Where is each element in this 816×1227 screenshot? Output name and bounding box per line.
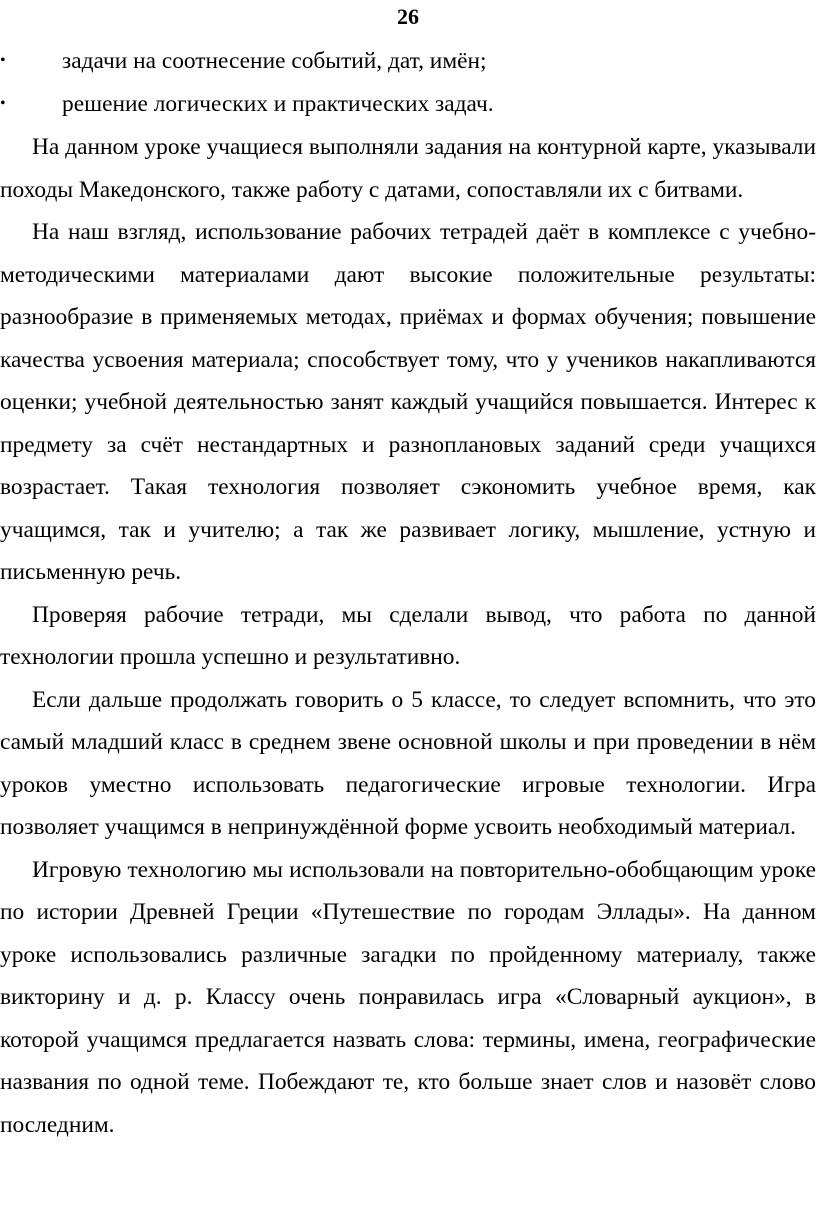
paragraph-game-technology: Игровую технологию мы использовали на повторительно-обобщающим уроке по истории Древней Греции «Путешествие по городам Эллады». На данном уроке использовались различные загадки по пройденному материалу, также викторину и д. р. Классу очень понравилась игра «Словарный аукцион», в которой учащимся предлагается назвать слова: термины, имена, географические названия по одной теме. Побеждают те, кто больше знает слов и назовёт слово последним. bbox=[0, 856, 816, 1138]
paragraph-workbooks: На наш взгляд, использование рабочих тетрадей даёт в комплексе с учебно-методическими материалами дают высокие положительные результаты: разнообразие в применяемых методах, приёмах и формах обучения; повышение качества усвоения материала; способствует тому, что у учеников накапливаются оценки; учебной деятельностью занят каждый учащийся повышается. Интерес к предмету за счёт нестандартных и разноплановых заданий среди учащихся возрастает. Такая технология позволяет сэкономить учебное время, как учащимся, так и учителю; а так же развивает логику, мышление, устную и письменную речь. bbox=[0, 219, 816, 585]
page-number: 26 bbox=[397, 4, 419, 29]
bullet-text: задачи на соотнесение событий, дат, имён; bbox=[62, 48, 487, 74]
bullet-icon: • bbox=[0, 52, 6, 69]
bullet-item bbox=[0, 40, 816, 83]
bullet-item bbox=[0, 83, 816, 126]
bullet-list bbox=[0, 40, 816, 125]
bullet-icon: • bbox=[0, 94, 6, 112]
bullet-text: решение логических и практических задач. bbox=[62, 90, 494, 117]
page-content bbox=[0, 40, 816, 1146]
paragraph-conclusion: Проверяя рабочие тетради, мы сделали вывод, что работа по данной технологии прошла успешно и результативно. bbox=[0, 601, 816, 670]
paragraph-contour-map: На данном уроке учащиеся выполняли задания на контурной карте, указывали походы Македонского, также работу с датами, сопоставляли их с битвами. bbox=[0, 134, 816, 203]
paragraph-fifth-grade: Если дальше продолжать говорить о 5 классе, то следует вспомнить, что это самый младший класс в среднем звене основной школы и при проведении в нём уроков уместно использовать педагогические игровые технологии. Игра позволяет учащимся в непринуждённой форме усвоить необходимый материал. bbox=[0, 686, 816, 840]
